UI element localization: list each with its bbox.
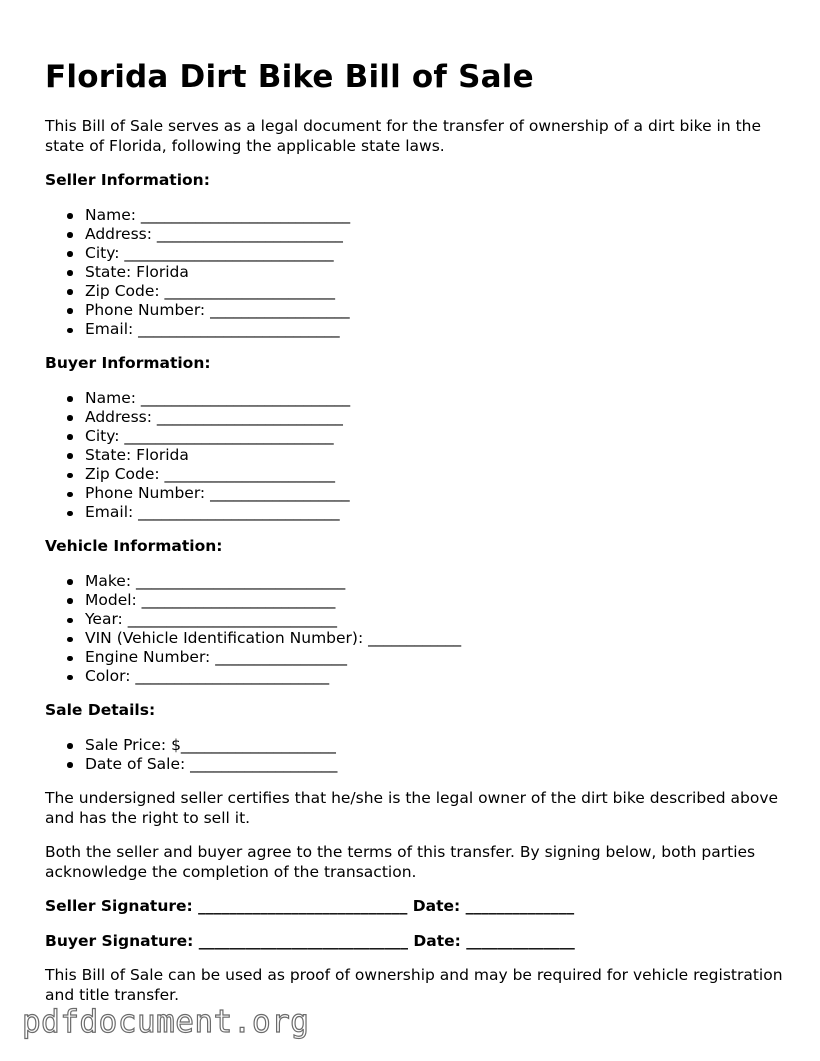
seller-zip-field[interactable]: Zip Code: ______________________ [85,282,785,301]
seller-address-field[interactable]: Address: ________________________ [85,225,785,244]
seller-name-field[interactable]: Name: ___________________________ [85,206,785,225]
document-title: Florida Dirt Bike Bill of Sale [45,59,534,95]
seller-email-field[interactable]: Email: __________________________ [85,320,785,339]
seller-section-heading: Seller Information: [45,171,210,189]
buyer-city-field[interactable]: City: ___________________________ [85,427,785,446]
seller-city-field[interactable]: City: ___________________________ [85,244,785,263]
sale-section-heading: Sale Details: [45,701,156,720]
buyer-section-heading: Buyer Information: [45,354,211,373]
vehicle-year-field[interactable]: Year: ___________________________ [85,610,785,629]
vehicle-section-heading: Vehicle Information: [45,537,223,556]
buyer-zip-field[interactable]: Zip Code: ______________________ [85,465,785,484]
watermark: pdfdocument.org [22,1004,310,1040]
seller-phone-field[interactable]: Phone Number: __________________ [85,301,785,320]
vehicle-vin-field[interactable]: VIN (Vehicle Identification Number): ____________ [85,629,785,648]
buyer-name-field[interactable]: Name: ___________________________ [85,389,785,408]
agreement-paragraph: Both the seller and buyer agree to the terms of this transfer. By signing below, both parties acknowledge the completion of the transaction. [45,843,756,881]
seller-signature-line[interactable]: Seller Signature: ___________________________ Date: ______________ [45,897,575,916]
seller-info-list [45,206,785,340]
intro-paragraph: This Bill of Sale serves as a legal document for the transfer of ownership of a dirt bike in the state of Florida, following the applicable state laws. [45,117,762,155]
vehicle-model-field[interactable]: Model: _________________________ [85,591,785,610]
vehicle-color-field[interactable]: Color: _________________________ [85,667,785,686]
document-page [45,52,785,1005]
seller-state-field: State: Florida [85,263,785,282]
buyer-phone-field[interactable]: Phone Number: __________________ [85,484,785,503]
buyer-email-field[interactable]: Email: __________________________ [85,503,785,522]
sale-date-field[interactable]: Date of Sale: ___________________ [85,755,785,774]
buyer-state-field: State: Florida [85,446,785,465]
certification-paragraph: The undersigned seller certifies that he/she is the legal owner of the dirt bike described above and has the right to sell it. [45,789,779,827]
vehicle-make-field[interactable]: Make: ___________________________ [85,572,785,591]
buyer-address-field[interactable]: Address: ________________________ [85,408,785,427]
buyer-info-list [45,389,785,523]
vehicle-engine-number-field[interactable]: Engine Number: _________________ [85,648,785,667]
sale-price-field[interactable]: Sale Price: $____________________ [85,736,785,755]
sale-details-list [45,736,785,774]
closing-paragraph: This Bill of Sale can be used as proof of ownership and may be required for vehicle registration and title transfer. [45,966,783,1004]
vehicle-info-list [45,572,785,687]
buyer-signature-line[interactable]: Buyer Signature: ___________________________ Date: ______________ [45,931,575,950]
